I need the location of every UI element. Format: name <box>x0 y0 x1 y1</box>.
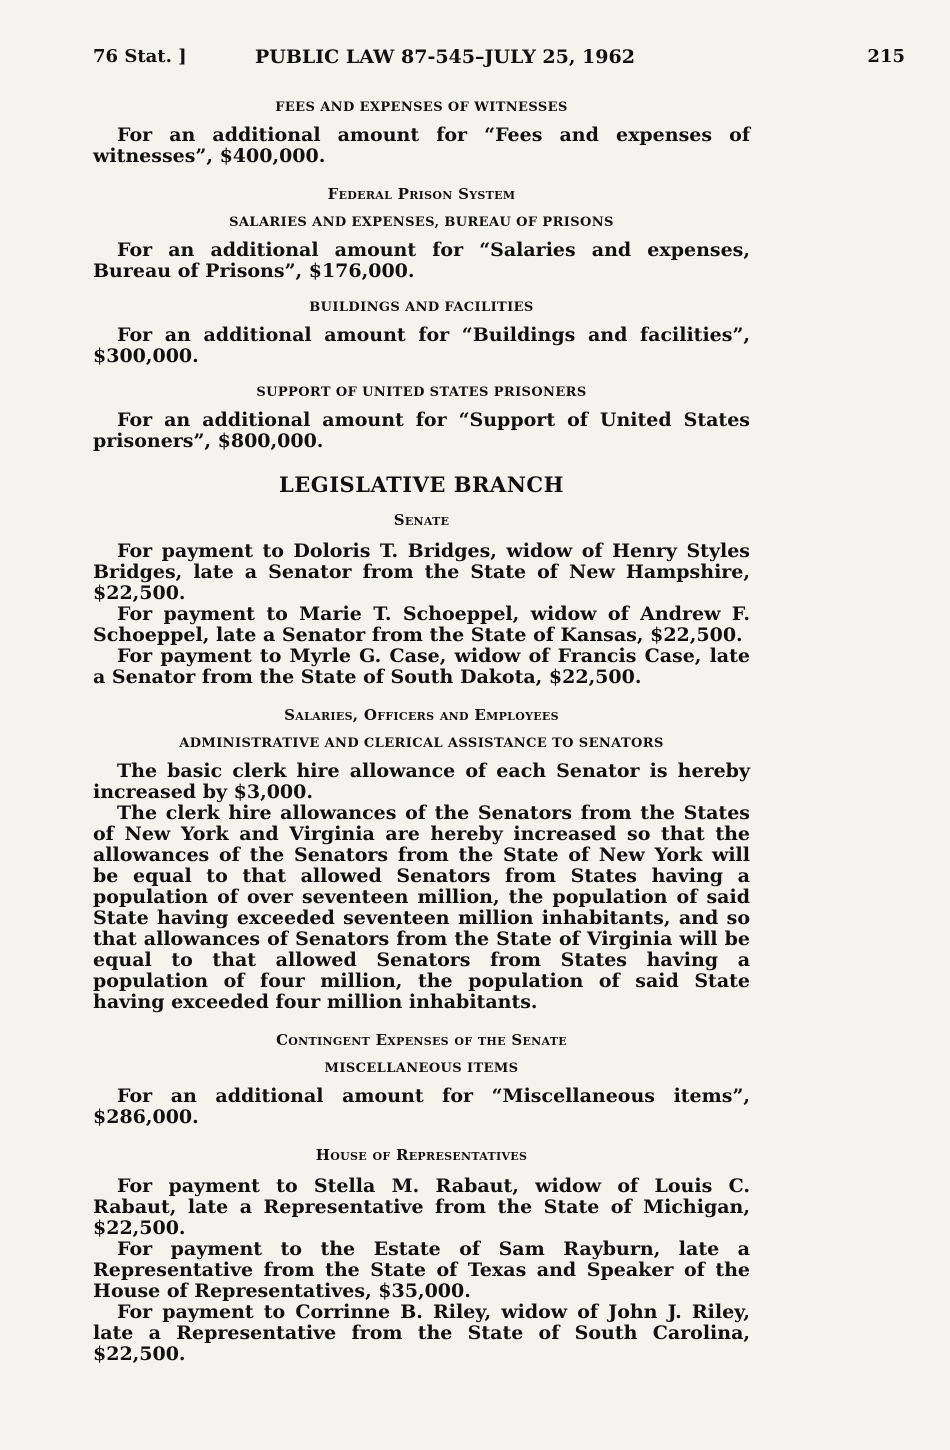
section-heading: Senate <box>393 511 450 529</box>
paragraph: For payment to Doloris T. Bridges, widow of Henry Styles Bridges, late a Senator from the State of New Hampshire, $22,500. <box>93 540 750 604</box>
subheading: FEES AND EXPENSES OF WITNESSES <box>275 100 568 115</box>
subheading: ADMINISTRATIVE AND CLERICAL ASSISTANCE TO SENATORS <box>179 736 664 751</box>
paragraph: For an additional amount for “Support of United States prisoners”, $800,000. <box>93 409 750 452</box>
paragraph: For payment to Myrle G. Case, widow of Francis Case, late a Senator from the State of South Dakota, $22,500. <box>93 645 750 688</box>
running-header <box>93 46 905 76</box>
paragraph: For an additional amount for “Fees and expenses of witnesses”, $400,000. <box>93 124 750 167</box>
subheading: SUPPORT OF UNITED STATES PRISONERS <box>256 385 587 400</box>
paragraph: For payment to Corrinne B. Riley, widow of John J. Riley, late a Representative from the State of South Carolina, $22,500. <box>93 1301 750 1365</box>
paragraph: The basic clerk hire allowance of each Senator is hereby increased by $3,000. <box>93 760 750 803</box>
statute-volume: 76 Stat. ] <box>93 46 187 67</box>
paragraph: For payment to Stella M. Rabaut, widow of Louis C. Rabaut, late a Representative from the State of Michigan, $22,500. <box>93 1175 750 1239</box>
paragraph: For an additional amount for “Salaries and expenses, Bureau of Prisons”, $176,000. <box>93 239 750 282</box>
branch-heading: LEGISLATIVE BRANCH <box>279 472 564 497</box>
law-title: PUBLIC LAW 87-545–JULY 25, 1962 <box>255 46 635 68</box>
subheading: BUILDINGS AND FACILITIES <box>309 300 534 315</box>
subheading: SALARIES AND EXPENSES, BUREAU OF PRISONS <box>229 215 614 230</box>
subheading: MISCELLANEOUS ITEMS <box>324 1061 519 1076</box>
paragraph: For payment to Marie T. Schoeppel, widow of Andrew F. Schoeppel, late a Senator from the State of Kansas, $22,500. <box>93 603 750 646</box>
paragraph: The clerk hire allowances of the Senators from the States of New York and Virginia are hereby increased so that the allowances of the Senators from the State of New York will be equal to that allowed Senators from States having a population of over seventeen million, the population of said State having exceeded seventeen million inhabitants, and so that allowances of Senators from the State of Virginia will be equal to that allowed Senators from States having a population of four million, the population of said State having exceeded four million inhabitants. <box>93 802 750 1013</box>
section-heading: Federal Prison System <box>327 185 516 203</box>
section-heading: Contingent Expenses of the Senate <box>276 1031 567 1049</box>
paragraph: For an additional amount for “Miscellaneous items”, $286,000. <box>93 1085 750 1128</box>
section-heading: Salaries, Officers and Employees <box>284 706 559 724</box>
document-body <box>93 90 750 1365</box>
paragraph: For payment to the Estate of Sam Rayburn, late a Representative from the State of Texas and Speaker of the House of Representatives, $35,000. <box>93 1238 750 1302</box>
page-number: 215 <box>867 46 905 67</box>
paragraph: For an additional amount for “Buildings and facilities”, $300,000. <box>93 324 750 367</box>
section-heading: House of Representatives <box>315 1146 528 1164</box>
